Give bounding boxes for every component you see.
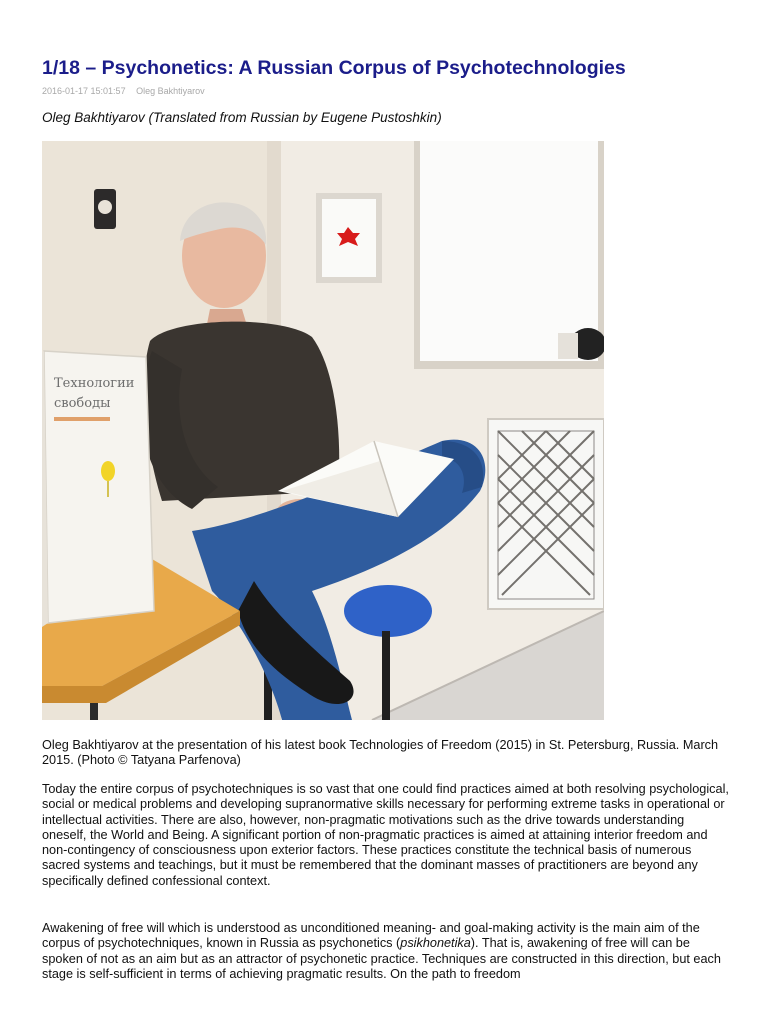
paragraph-2-text-b: ). That is, awakening of free will can be spoken of not as an aim but as an attractor of psychonetic practice. Techniques are constructed in this direction, but each stage is self-sufficient in terms of achieving pragmatic results. On the path to freedom (42, 936, 721, 981)
article-title[interactable]: 1/18 – Psychonetics: A Russian Corpus of Psychotechnologies (42, 57, 626, 79)
post-date: 2016-01-17 15:01:57 (42, 86, 126, 96)
article-byline: Oleg Bakhtiyarov (Translated from Russian by Eugene Pustoshkin) (42, 110, 442, 125)
book-cover-line-2: свободы (54, 396, 111, 411)
photo-illustration (42, 141, 604, 720)
post-author[interactable]: Oleg Bakhtiyarov (136, 86, 205, 96)
photo-caption: Oleg Bakhtiyarov at the presentation of his latest book Technologies of Freedom (2015) in St. Petersburg, Russia. March 2015. (Photo © Tatyana Parfenova) (42, 738, 719, 768)
book-cover-line-1: Технологии (54, 376, 135, 391)
paragraph-2 (42, 921, 732, 982)
paragraph-2-term: psikhonetika (400, 936, 471, 951)
article-photo (42, 141, 604, 720)
article-meta (42, 86, 205, 96)
paragraph-2-text-a: Awakening of free will which is understood as unconditioned meaning- and goal-making activity is the main aim of the corpus of psychotechniques, known in Russia as psychonetics ( (42, 921, 700, 951)
paragraph-1: Today the entire corpus of psychotechniques is so vast that one could find practices aimed at both resolving psychological, social or medical problems and developing supranormative skills necessary for performing extreme tasks in operational or intellectual activities. There are also, however, non-pragmatic motivations such as the drive towards understanding oneself, the World and Being. A significant portion of non-pragmatic practices is aimed at attaining interior freedom and non-contingency of consciousness upon exterior factors. These practices constitute the technical basis of numerous sacred systems and teachings, but it must be remembered that the dominant masses of practitioners are beyond any specifically defined confessional context. (42, 782, 729, 888)
